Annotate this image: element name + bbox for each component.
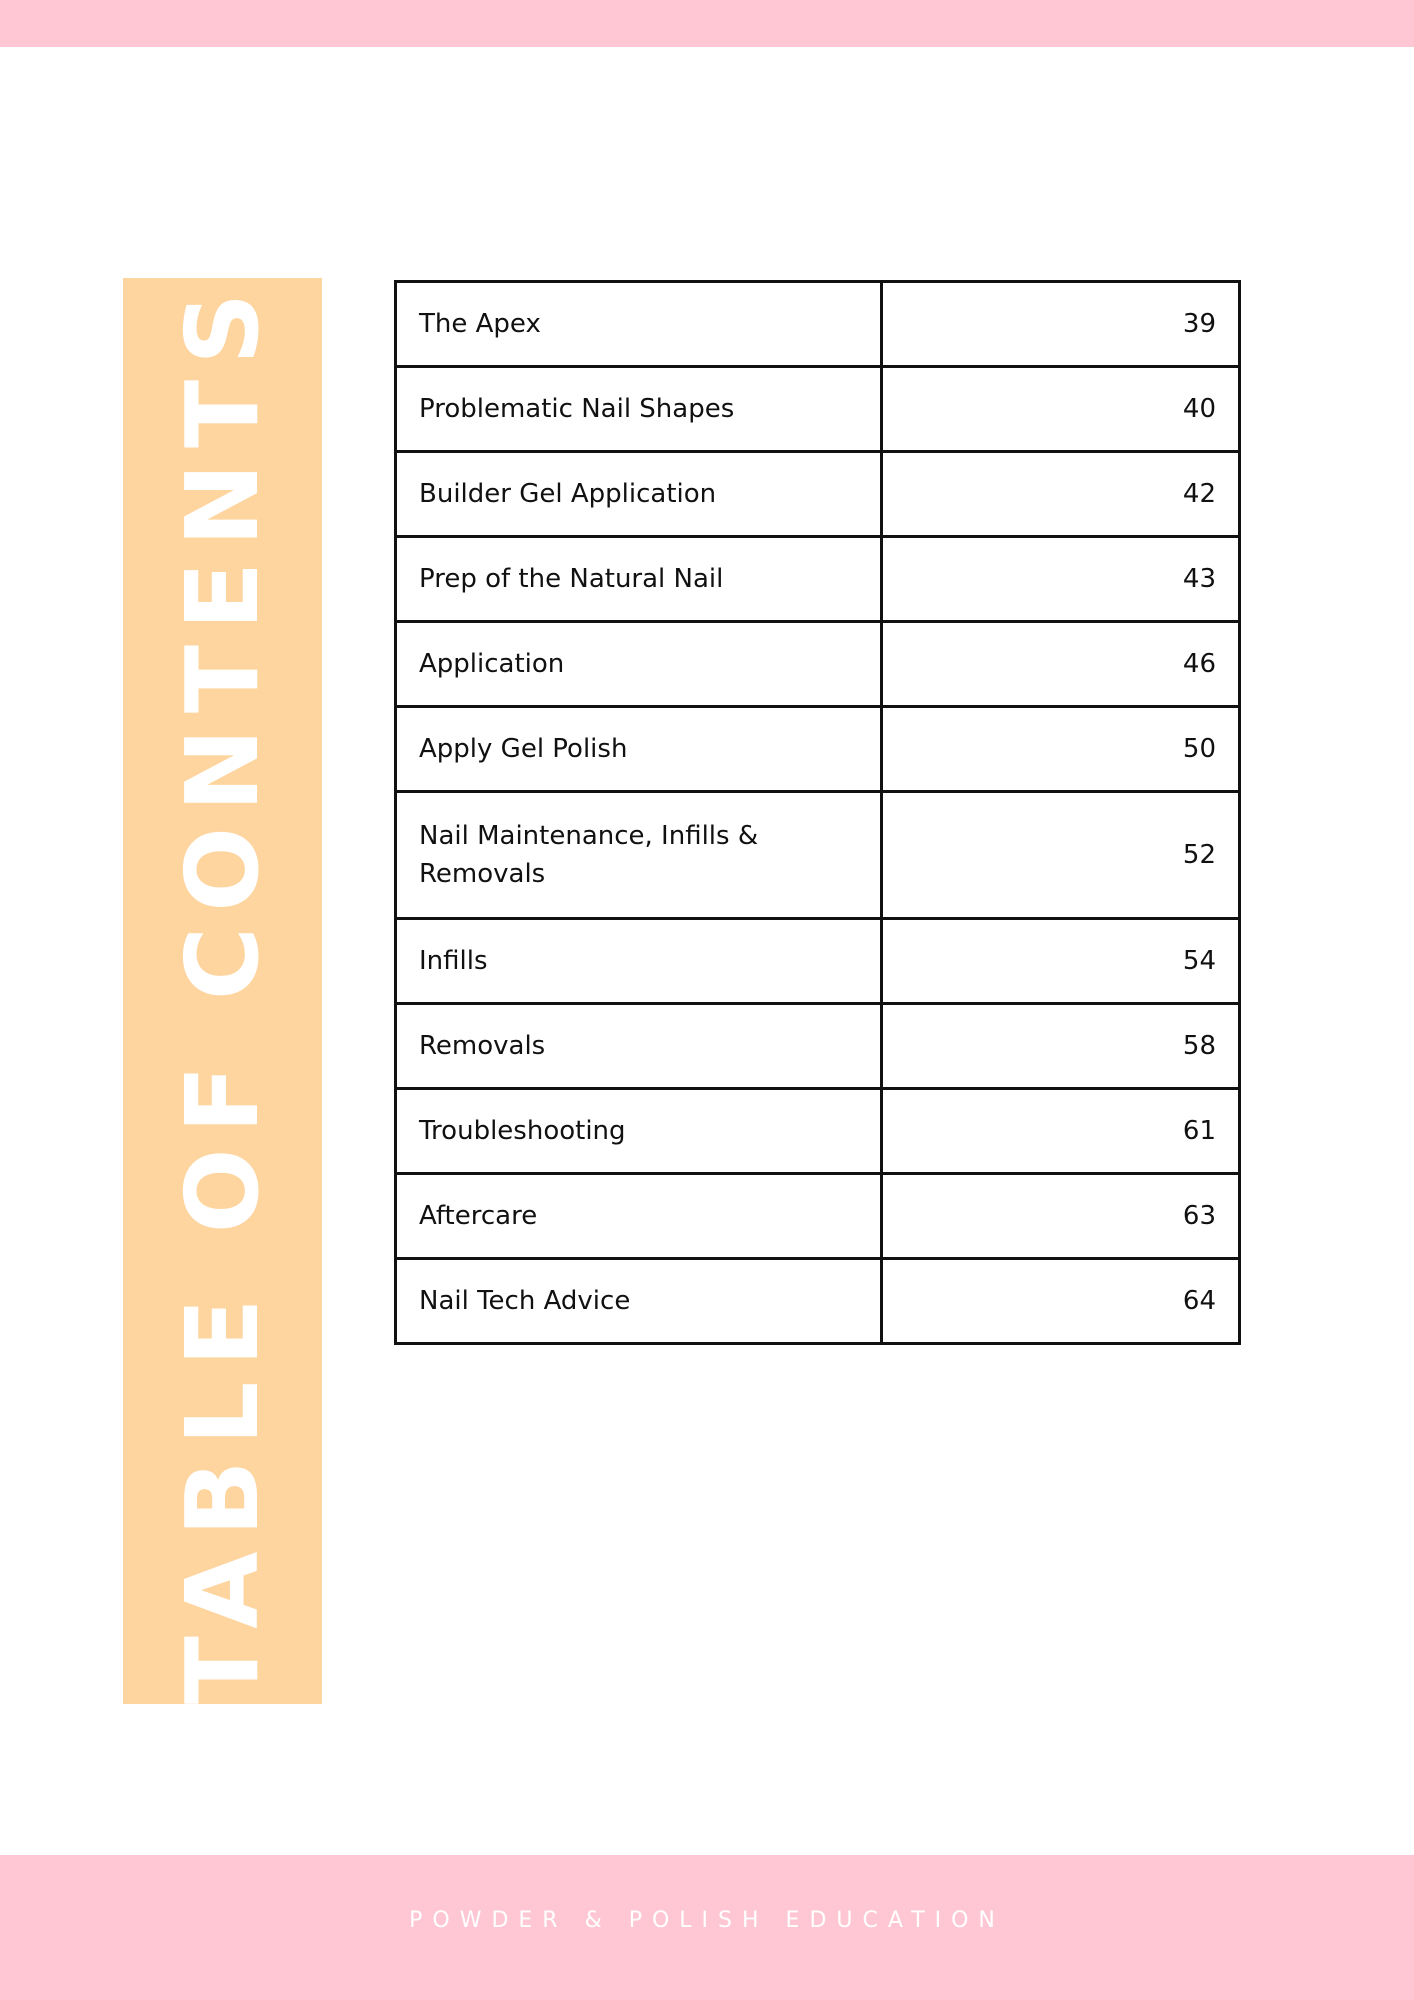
- toc-entry-title: Aftercare: [396, 1174, 882, 1259]
- sidebar-panel: [123, 278, 322, 1704]
- sidebar-title: TABLE OF CONTENTS: [163, 277, 281, 1705]
- table-row: [396, 792, 1240, 919]
- table-row: [396, 452, 1240, 537]
- toc-table: [394, 280, 1241, 1345]
- toc-entry-title: Troubleshooting: [396, 1089, 882, 1174]
- toc-entry-page: 54: [882, 919, 1240, 1004]
- toc-entry-title: Nail Maintenance, Infills & Removals: [396, 792, 882, 919]
- table-row: [396, 1004, 1240, 1089]
- table-row: [396, 1259, 1240, 1344]
- toc-entry-page: 61: [882, 1089, 1240, 1174]
- table-row: [396, 1174, 1240, 1259]
- toc-entry-page: 58: [882, 1004, 1240, 1089]
- toc-entry-page: 40: [882, 367, 1240, 452]
- toc-entry-title: Application: [396, 622, 882, 707]
- toc-entry-title: Builder Gel Application: [396, 452, 882, 537]
- toc-entry-title: Problematic Nail Shapes: [396, 367, 882, 452]
- table-row: [396, 622, 1240, 707]
- toc-entry-page: 63: [882, 1174, 1240, 1259]
- toc-entry-page: 39: [882, 282, 1240, 367]
- table-row: [396, 1089, 1240, 1174]
- toc-entry-page: 64: [882, 1259, 1240, 1344]
- toc-entry-page: 50: [882, 707, 1240, 792]
- table-row: [396, 282, 1240, 367]
- toc-entry-title: Prep of the Natural Nail: [396, 537, 882, 622]
- toc-entry-title: Removals: [396, 1004, 882, 1089]
- toc-entry-title: Infills: [396, 919, 882, 1004]
- toc-entry-title: Apply Gel Polish: [396, 707, 882, 792]
- toc-entry-page: 52: [882, 792, 1240, 919]
- toc-entry-page: 43: [882, 537, 1240, 622]
- table-row: [396, 919, 1240, 1004]
- toc-entry-page: 42: [882, 452, 1240, 537]
- toc-entry-page: 46: [882, 622, 1240, 707]
- table-row: [396, 367, 1240, 452]
- table-row: [396, 707, 1240, 792]
- toc-entry-title: The Apex: [396, 282, 882, 367]
- footer-brand-text: POWDER & POLISH EDUCATION: [409, 1908, 1005, 1933]
- top-band: [0, 0, 1414, 47]
- table-row: [396, 537, 1240, 622]
- toc-entry-title: Nail Tech Advice: [396, 1259, 882, 1344]
